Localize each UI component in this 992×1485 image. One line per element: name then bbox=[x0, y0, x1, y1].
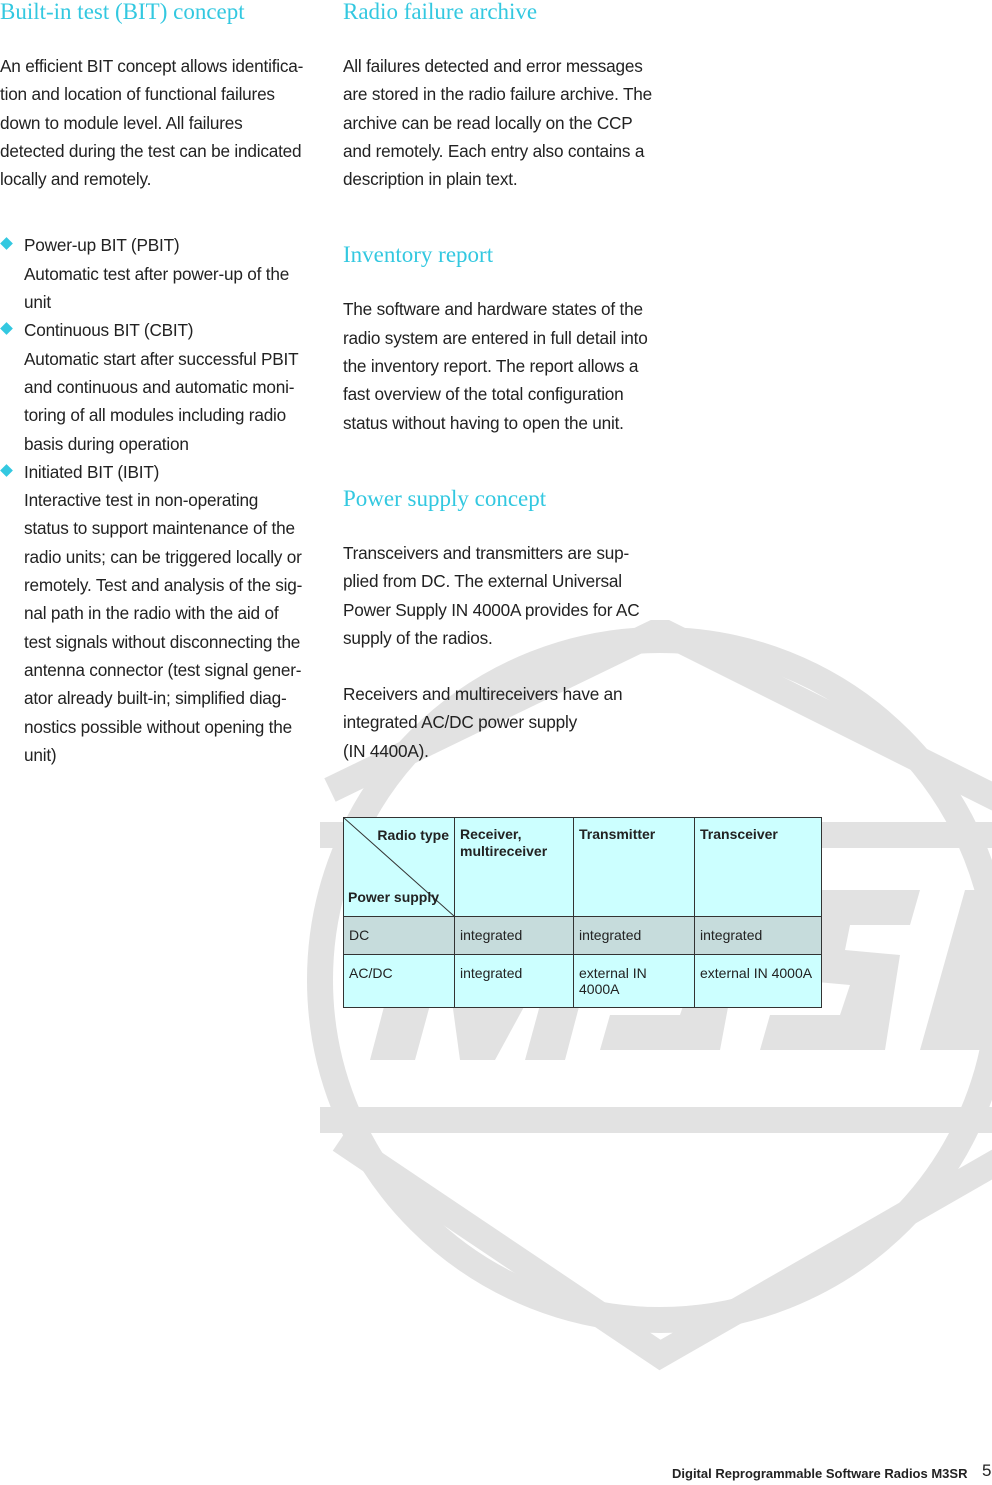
archive-body: All failures detected and error messages are stored in the radio failure archive. The archive can be read locally on the CCP and remotely. Each entry also contains a description in plain text. bbox=[343, 56, 653, 190]
left-column bbox=[0, 0, 312, 769]
bit-list bbox=[0, 231, 312, 769]
column-header: Receiver, multireceiver bbox=[455, 818, 574, 917]
column-header: Transmitter bbox=[574, 818, 695, 917]
list-item: Power-up BIT (PBIT) Automatic test after power-up of the unit bbox=[0, 231, 312, 316]
radio-type-label: Radio type bbox=[377, 827, 449, 843]
diamond-bullet-icon bbox=[0, 238, 13, 251]
table-header-row bbox=[344, 818, 822, 917]
footer-title: Digital Reprogrammable Software Radios M3SR bbox=[672, 1466, 968, 1481]
bit-concept-heading: Built-in test (BIT) concept bbox=[0, 0, 245, 24]
table-cell: integrated bbox=[574, 917, 695, 955]
page-number: 5 bbox=[982, 1461, 992, 1480]
right-column bbox=[343, 0, 653, 765]
list-item: Initiated BIT (IBIT) Interactive test in non-operating status to support maintenance of the radio units; can be triggered locally or remotely. Test and analysis of the sig- nal path in the radio with the aid of test signals without disconnecting the antenna connector (test signal gener- ator already built-in; simplified diag- nostics possible without opening the unit) bbox=[0, 458, 312, 769]
row-label: AC/DC bbox=[344, 955, 455, 1008]
inventory-body: The software and hardware states of the radio system are entered in full detail into the inventory report. The report allows a fast overview of the total configuration status without having to open the unit. bbox=[343, 299, 648, 433]
table-row bbox=[344, 955, 822, 1008]
column-header: Transceiver bbox=[695, 818, 822, 917]
inventory-section bbox=[343, 243, 653, 436]
table-corner-cell bbox=[344, 818, 455, 917]
power-heading: Power supply concept bbox=[343, 485, 547, 511]
table-cell: external IN 4000A bbox=[695, 955, 822, 1008]
power-section bbox=[343, 487, 653, 765]
table-row bbox=[344, 917, 822, 955]
table-cell: integrated bbox=[455, 955, 574, 1008]
power-body-1: Transceivers and transmitters are sup- plied from DC. The external Universal Power Supply IN 4000A provides for AC supply of the radios. bbox=[343, 542, 640, 648]
power-supply-table bbox=[343, 817, 822, 1008]
list-item: Continuous BIT (CBIT) Automatic start after successful PBIT and continuous and automatic moni- toring of all modules including radio basis during operation bbox=[0, 316, 312, 457]
diamond-bullet-icon bbox=[0, 323, 13, 336]
power-body-2: Receivers and multireceivers have an integrated AC/DC power supply (IN 4400A). bbox=[343, 684, 623, 761]
bit-concept-intro: An efficient BIT concept allows identifica- tion and location of functional failures down to module level. All failures detected during the test can be indicated locally and remotely. bbox=[0, 56, 304, 190]
diamond-bullet-icon bbox=[0, 464, 13, 477]
table-cell: external IN 4000A bbox=[574, 955, 695, 1008]
table-cell: integrated bbox=[695, 917, 822, 955]
inventory-heading: Inventory report bbox=[343, 242, 494, 268]
power-supply-label: Power supply bbox=[348, 889, 440, 905]
archive-heading: Radio failure archive bbox=[343, 0, 538, 24]
table-cell: integrated bbox=[455, 917, 574, 955]
row-label: DC bbox=[344, 917, 455, 955]
